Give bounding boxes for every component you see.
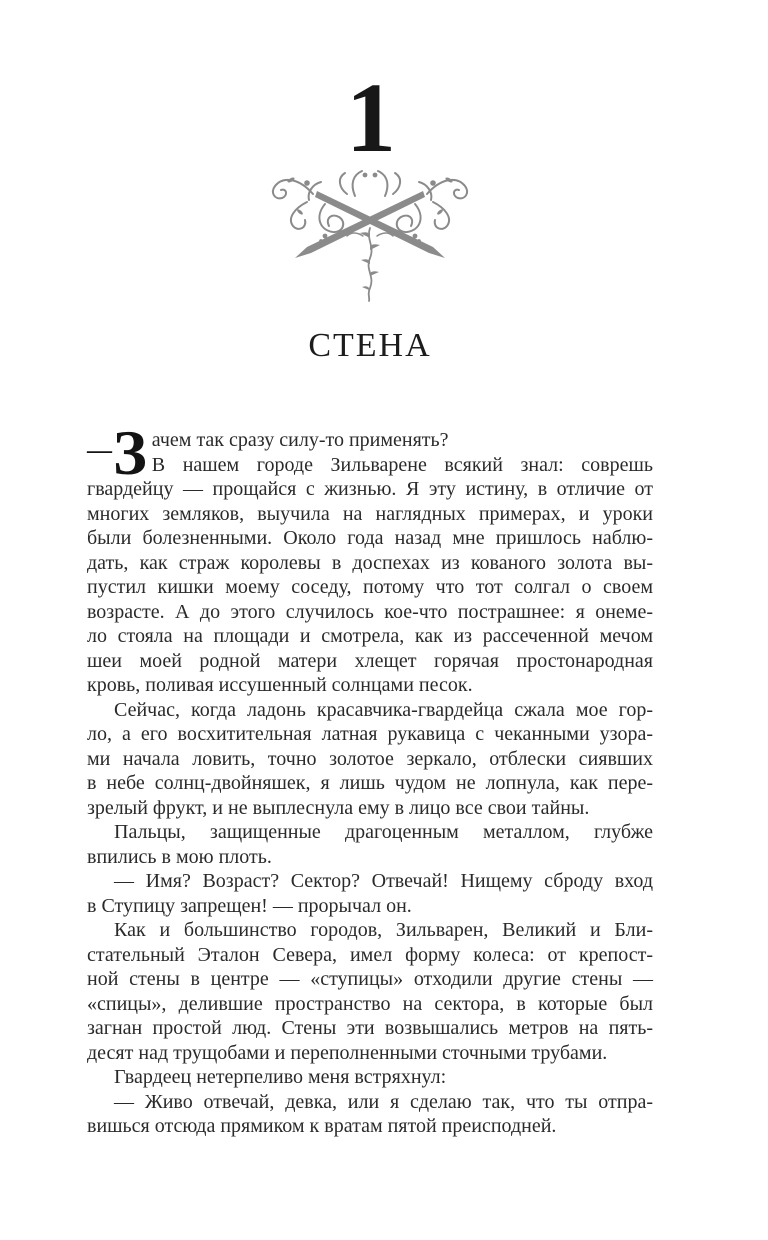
paragraph	[87, 453, 653, 698]
text-line: в Ступицу запрещен! — прорычал он.	[87, 894, 412, 917]
text-line: зрелый фрукт, и не выплеснула ему в лицо все свои тайны.	[87, 796, 590, 819]
text-line: в небе солнц-двойняшек, я лишь чудом не лопнула, как пере-	[87, 772, 653, 794]
paragraph	[87, 869, 653, 918]
text-line: — Имя? Возраст? Сектор? Отвечай! Нищему сброду вход	[114, 870, 653, 892]
text-line: Как и большинство городов, Зильварен, Великий и Бли-	[114, 919, 653, 941]
text-line: кровь, поливая иссушенный солнцами песок.	[87, 674, 473, 696]
chapter-title: СТЕНА	[308, 327, 432, 364]
text-line: вишься отсюда прямиком к вратам пятой преисподней.	[87, 1115, 557, 1137]
text-line: многих земляков, выучила на наглядных примерах, и уроки	[87, 502, 653, 525]
paragraph	[87, 428, 653, 453]
drop-cap-letter: З	[113, 417, 147, 488]
crossed-swords-floral-icon	[267, 289, 473, 306]
text-line: Гвардеец нетерпеливо меня встряхнул:	[114, 1066, 447, 1088]
text-line: дать, как страж королевы в доспехах из кованого золота вы-	[87, 551, 653, 574]
drop-cap	[87, 417, 147, 488]
text-line: «спицы», делившие пространство на сектора, в которые был	[87, 992, 653, 1015]
paragraph	[87, 1090, 653, 1139]
text-line: ми начала ловить, точно золотое зеркало, отблески сиявших	[87, 747, 653, 770]
text-line: стательный Эталон Севера, имел форму колеса: от крепост-	[87, 943, 653, 966]
text-line: гвардейцу — прощайся с жизнью. Я эту истину, в отличие от	[87, 478, 653, 500]
paragraph	[87, 820, 653, 869]
chapter-ornament	[87, 166, 653, 302]
text-line: ло стояла на площади и смотрела, как из рассеченной мечом	[87, 625, 653, 647]
paragraph	[87, 698, 653, 821]
paragraph	[87, 1065, 653, 1090]
text-line: В нашем городе Зильварене всякий знал: соврешь	[151, 453, 653, 476]
text-line: Пальцы, защищенные драгоценным металлом, глубже	[114, 821, 653, 843]
body-text	[87, 417, 653, 1139]
text-line: Сейчас, когда ладонь красавчика-гвардейца сжала мое гор-	[114, 698, 653, 721]
drop-cap-dash: —	[87, 437, 112, 464]
chapter-number: 1	[346, 62, 394, 173]
text-line: были болезненными. Около года назад мне пришлось наблю-	[87, 527, 653, 549]
text-line: — Живо отвечай, девка, или я сделаю так, что ты отпра-	[114, 1090, 653, 1113]
text-line: впились в мою плоть.	[87, 845, 272, 868]
text-line: ачем так сразу силу-то применять?	[151, 429, 449, 451]
text-line: десят над трущобами и переполненными сточными трубами.	[87, 1041, 608, 1064]
paragraph	[87, 918, 653, 1065]
text-line: возрасте. А до этого случилось кое-что пострашнее: я онеме-	[87, 600, 653, 623]
text-line: ной стены в центре — «ступицы» отходили другие стены —	[87, 968, 653, 990]
text-line: загнан простой люд. Стены эти возвышались метров на пять-	[87, 1017, 653, 1039]
text-line: пустил кишки моему соседу, потому что тот солгал о своем	[87, 576, 653, 598]
text-line: шеи моей родной матери хлещет горячая простонародная	[87, 649, 653, 672]
paragraphs	[87, 417, 653, 1139]
text-line: ло, а его восхитительная латная рукавица с чеканными узора-	[87, 723, 653, 745]
